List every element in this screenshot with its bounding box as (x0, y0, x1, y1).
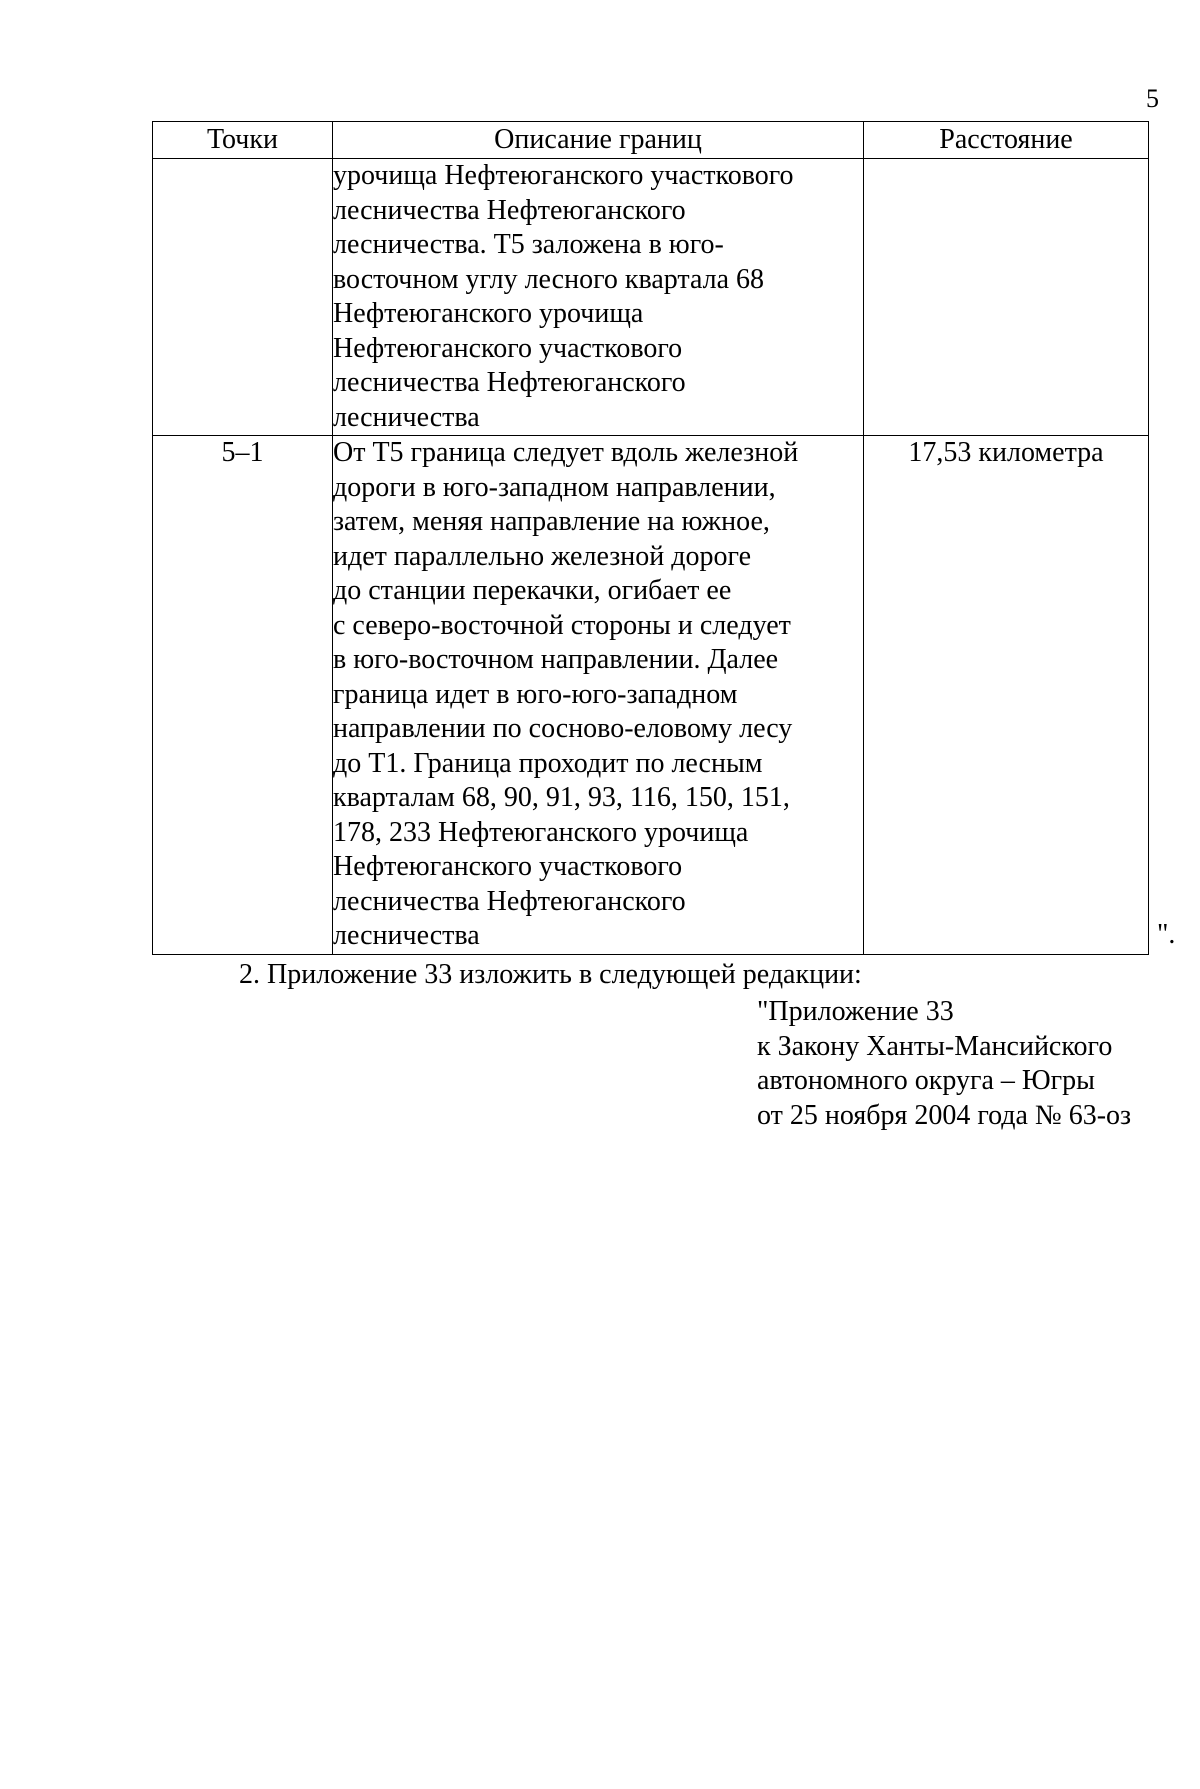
description-line: лесничества. Т5 заложена в юго- (333, 229, 724, 260)
distance-value (864, 159, 1148, 194)
description-cell (333, 436, 864, 955)
distance-cell (864, 159, 1149, 436)
description-line: до Т1. Граница проходит по лесным (333, 747, 763, 779)
description-cell (333, 159, 864, 436)
amendment-paragraph: 2. Приложение 33 изложить в следующей редакции: (239, 959, 862, 990)
annex-reference-line: к Закону Ханты-Мансийского (757, 1030, 1113, 1062)
description-line: лесничества (333, 920, 480, 951)
annex-reference-line: от 25 ноября 2004 года № 63-оз (757, 1099, 1132, 1131)
description-line: восточном углу лесного квартала 68 (333, 263, 765, 295)
description-line: Нефтеюганского участкового (333, 851, 683, 882)
description-line: идет параллельно железной дороге (333, 540, 752, 572)
points-value: 5–1 (221, 437, 264, 468)
description-line: урочища Нефтеюганского участкового (333, 160, 794, 191)
table-row (153, 436, 1149, 955)
description-line: дороги в юго-западном направлении, (333, 471, 776, 503)
distance-value: 17,53 километра (908, 437, 1104, 468)
table-header-row (153, 122, 1149, 159)
description-line: Нефтеюганского урочища (333, 298, 644, 329)
table-row (153, 159, 1149, 436)
description-line: лесничества Нефтеюганского (333, 885, 686, 917)
description-line: лесничества Нефтеюганского (333, 194, 686, 226)
column-header-points: Точки (153, 122, 333, 159)
description-line: Нефтеюганского участкового (333, 332, 683, 364)
distance-cell (864, 436, 1149, 955)
boundary-table (152, 121, 1149, 955)
points-cell (153, 159, 333, 436)
description-line: до станции перекачки, огибает ее (333, 575, 732, 606)
annex-reference-line: "Приложение 33 (757, 996, 954, 1027)
column-header-description: Описание границ (333, 122, 864, 159)
description-line: с северо-восточной стороны и следует (333, 609, 791, 641)
description-line: лесничества Нефтеюганского (333, 367, 686, 398)
points-cell (153, 436, 333, 955)
annex-reference (757, 995, 1131, 1133)
page-number: 5 (1146, 84, 1159, 113)
column-header-distance: Расстояние (864, 122, 1149, 159)
description-line: кварталам 68, 90, 91, 93, 116, 150, 151, (333, 782, 790, 813)
description-line: в юго-восточном направлении. Далее (333, 644, 779, 675)
description-line: затем, меняя направление на южное, (333, 506, 770, 537)
closing-quote: ". (1157, 919, 1176, 950)
description-line: От Т5 граница следует вдоль железной (333, 437, 799, 468)
points-value (153, 159, 332, 194)
annex-reference-line: автономного округа – Югры (757, 1065, 1095, 1096)
description-line: лесничества (333, 401, 480, 433)
description-line: 178, 233 Нефтеюганского урочища (333, 816, 749, 848)
description-line: направлении по сосново-еловому лесу (333, 713, 793, 744)
description-line: граница идет в юго-юго-западном (333, 678, 738, 710)
